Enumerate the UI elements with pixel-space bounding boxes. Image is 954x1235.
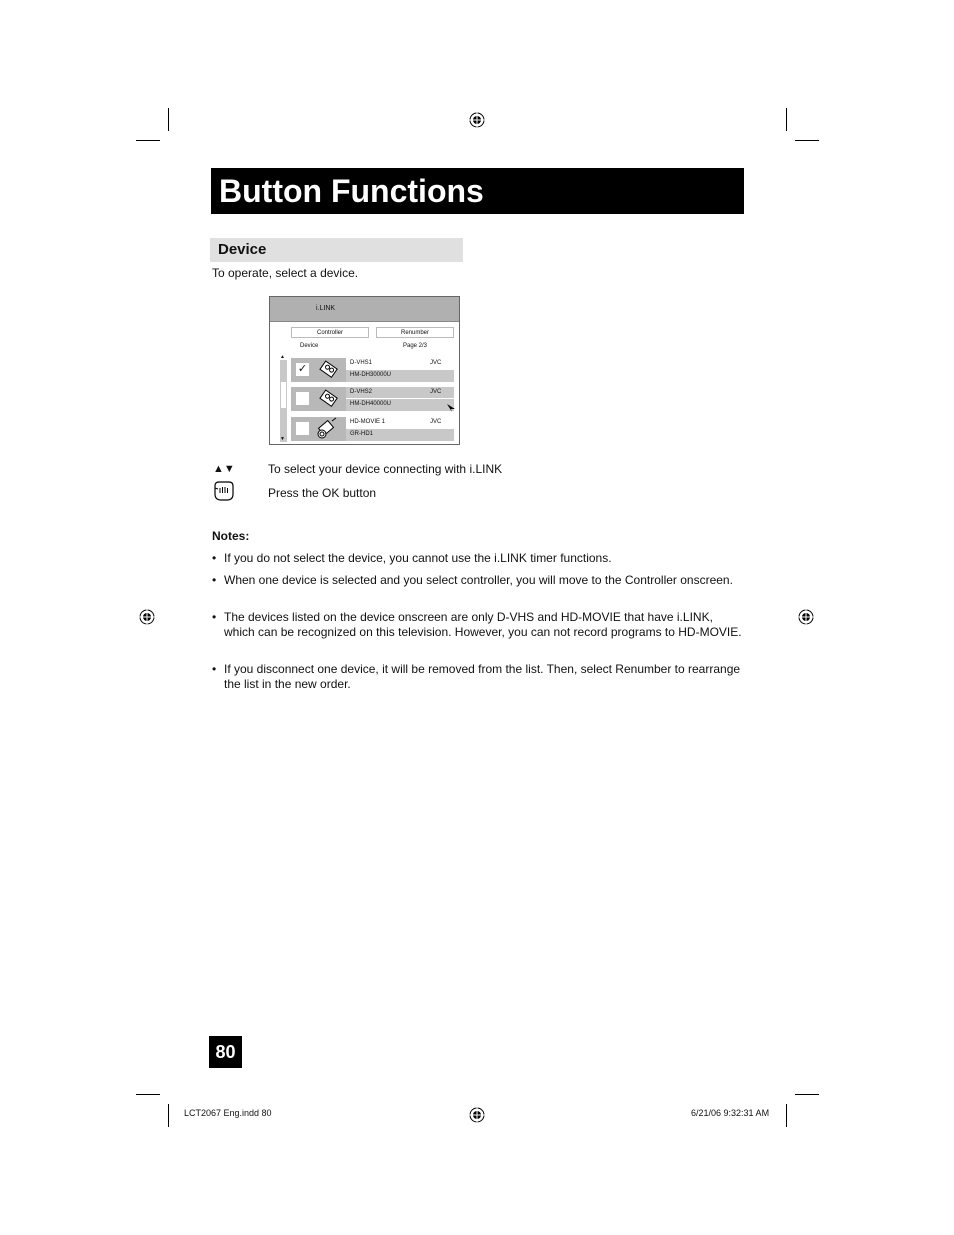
note-item: • If you disconnect one device, it will be removed from the list. Then, select Renumber to rearrange the list in the new order. <box>212 662 741 691</box>
crop-mark <box>786 108 787 131</box>
registration-mark-icon <box>139 609 155 625</box>
device-row[interactable] <box>291 387 454 411</box>
section-title: Device <box>218 241 267 258</box>
up-down-arrows-icon: ▲▼ <box>213 463 235 475</box>
page-indicator: Page 2/3 <box>403 343 428 349</box>
registration-mark-icon <box>798 609 814 625</box>
device-row[interactable] <box>291 417 454 441</box>
device-maker: JVC <box>430 419 442 425</box>
renumber-button[interactable]: Renumber <box>376 327 454 338</box>
registration-mark-icon <box>469 1107 485 1123</box>
page-title-bar <box>211 168 744 214</box>
ilink-device-screen <box>269 296 460 445</box>
device-checkbox[interactable] <box>296 422 309 435</box>
instruction-text: Press the OK button <box>268 486 377 500</box>
osd-title: i.LINK <box>316 305 336 312</box>
device-name: HD-MOVIE 1 <box>350 419 386 425</box>
device-icon-area <box>291 387 346 411</box>
osd-body <box>270 322 459 444</box>
controller-button[interactable]: Controller <box>291 327 369 338</box>
bullet: • <box>212 610 217 624</box>
footer-timestamp: 6/21/06 9:32:31 AM <box>691 1108 770 1118</box>
note-item: • If you do not select the device, you cannot use the i.LINK timer functions. <box>212 551 612 565</box>
crop-mark <box>136 1094 160 1095</box>
instruction-text: To select your device connecting with i.LINK <box>268 462 503 476</box>
device-checkbox[interactable] <box>296 392 309 405</box>
crop-mark <box>795 140 819 141</box>
device-name: D-VHS1 <box>350 360 373 366</box>
section-heading-bar <box>210 238 463 262</box>
crop-mark <box>168 108 169 131</box>
scrollbar[interactable] <box>280 360 287 442</box>
device-model: GR-HD1 <box>350 431 374 437</box>
bullet: • <box>212 551 217 565</box>
vcr-cassette-icon <box>317 359 339 381</box>
device-maker: JVC <box>430 389 442 395</box>
device-name: D-VHS2 <box>350 389 373 395</box>
registration-mark-icon <box>469 112 485 128</box>
device-icon-area <box>291 358 346 382</box>
ok-hand-icon <box>212 480 236 502</box>
crop-mark <box>168 1104 169 1127</box>
section-intro: To operate, select a device. <box>212 266 359 280</box>
device-model: HM-DH30000U <box>350 372 392 378</box>
crop-mark <box>795 1094 819 1095</box>
device-label: Device <box>300 343 319 349</box>
scroll-up-icon[interactable]: ▲ <box>280 354 285 360</box>
cursor-pointer-icon <box>447 404 455 412</box>
scrollbar-thumb[interactable] <box>281 382 286 408</box>
vcr-cassette-icon <box>317 388 339 410</box>
crop-mark <box>136 140 160 141</box>
note-item: • When one device is selected and you select controller, you will move to the Controller onscreen. <box>212 573 733 587</box>
note-item: • The devices listed on the device onscreen are only D-VHS and HD-MOVIE that have i.LINK, which can be recognized on this television. However, you can not record programs to HD-MOVIE. <box>212 610 742 639</box>
page-number: 80 <box>209 1036 242 1068</box>
camcorder-icon <box>315 417 339 441</box>
device-model: HM-DH40000U <box>350 401 392 407</box>
bullet: • <box>212 573 217 587</box>
device-checkbox[interactable]: ✓ <box>297 363 308 375</box>
scroll-down-icon[interactable]: ▼ <box>280 436 285 442</box>
crop-mark <box>786 1104 787 1127</box>
device-maker: JVC <box>430 360 442 366</box>
device-row[interactable] <box>291 358 454 382</box>
device-icon-area <box>291 417 346 441</box>
footer-file-info: LCT2067 Eng.indd 80 <box>184 1108 272 1118</box>
bullet: • <box>212 662 217 676</box>
osd-header <box>270 297 459 322</box>
notes-heading: Notes: <box>212 529 250 543</box>
page-title: Button Functions <box>219 173 484 209</box>
